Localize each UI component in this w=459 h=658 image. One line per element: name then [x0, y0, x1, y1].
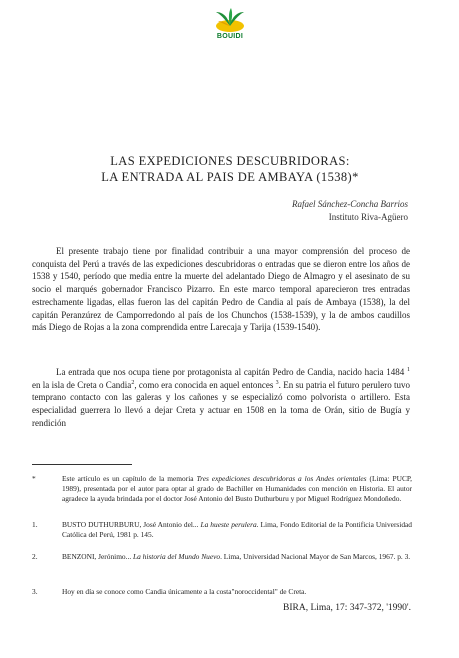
footnote-mark: 2. — [32, 552, 38, 561]
footnote-text-plain: . Lima, Universidad Nacional Mayor de San Marcos, 1967. p. 3. — [220, 552, 411, 561]
footnote-ref-3[interactable]: 3 — [275, 379, 279, 386]
leaf-logo-icon — [210, 6, 250, 34]
footnote-text — [62, 552, 412, 562]
footnote-text-italic: Tres expediciones descubridoras a los Andes orientales — [196, 474, 367, 483]
paragraph-1-text: El presente trabajo tiene por finalidad contribuir a una mayor comprensión del proceso de conquista del Perú a través de las expediciones descubridoras o entradas que se dieron entre los años de 1538 y 1540, período que media entre la muerte del adelantado Diego de Almagro y el asesinato de su socio el marqués gobernador Francisco Pizarro. En este marco temporal aparecieron tres entradas estrechamente ligadas, ellas fueron las del capitán Pedro de Candia al país de Ambaya (1538), la del capitán Peranzúrez de Camporredondo al país de los Chunchos (1538-1539), y la de ambos caudillos más Diego de Rojas a la zona comprendida entre Larecaja y Tarija (1539-1540). — [32, 246, 410, 333]
journal-citation: BIRA, Lima, 17: 347-372, '1990'. — [283, 603, 411, 613]
footnote-text-plain: BENZONI, Jerónimo... — [62, 552, 134, 561]
paragraph-2-text-d: . En su patria el futuro perulero tuvo temprano contacto con las galeras y los cañones y se especializó como polvorista o artillero. Esta especialidad guerrera lo llevó a dejar Creta y actuar en 1508 en la toma de Orán, sitio de Bugía y rendición — [32, 379, 411, 428]
footnote-text — [62, 520, 412, 540]
footnote-text — [62, 587, 412, 597]
article-title-line2: LA ENTRADA AL PAIS DE AMBAYA (1538)* — [101, 170, 359, 184]
footnote-mark: * — [32, 474, 36, 483]
footnote-text-plain: . Lima, Fondo Editorial de la Pontificia Universidad Católica del Perú, 1981 p. 145. — [62, 520, 413, 539]
author-affiliation: Instituto Riva-Agüero — [328, 212, 408, 222]
footnote-text-plain: Hoy en día se conoce como Candia únicamente a la costa"noroccidental" de Creta. — [62, 587, 307, 596]
body-paragraph-2 — [32, 366, 410, 430]
logo-label: BOUIDI — [216, 33, 244, 40]
paragraph-2-text-a: La entrada que nos ocupa tiene por protagonista al capitán Pedro de Candia, nacido hacia 1484 — [56, 367, 407, 377]
footnote-mark: 1. — [32, 520, 38, 529]
footnote-mark: 3. — [32, 587, 38, 596]
footnote-text-italic: La historia del Mundo Nuevo — [133, 552, 221, 561]
footnote-text — [62, 474, 412, 504]
footnote-ref-2[interactable]: 2 — [131, 379, 135, 386]
paragraph-2-text-b: en la isla de Creta o Candia — [32, 379, 132, 390]
author-name: Rafael Sánchez-Concha Barrios — [292, 199, 408, 209]
footnote-ref-1[interactable]: 1 — [407, 367, 410, 373]
body-paragraph-1 — [32, 245, 410, 334]
article-title-line1: LAS EXPEDICIONES DESCUBRIDORAS: — [110, 154, 350, 168]
paragraph-2-text-c: , como era conocida en aquel entonces — [134, 379, 276, 390]
journal-logo — [210, 6, 250, 44]
footnote-text-plain: BUSTO DUTHURBURU, José Antonio del... — [62, 520, 201, 529]
footnote-text-plain: Este artículo es un capítulo de la memoria — [62, 474, 197, 483]
footnote-text-plain: (Lima: PUCP, 1989), presentada por el autor para optar al grado de Bachiller en Humanidades con mención en Historia. El autor agradece la ayuda brindada por el doctor José Antonio del Busto Duthurburu y por Miguel Rodríguez Mondoñedo. — [62, 474, 413, 503]
footnote-text-italic: La hueste perulera — [200, 520, 257, 529]
footnote-divider — [32, 464, 132, 465]
